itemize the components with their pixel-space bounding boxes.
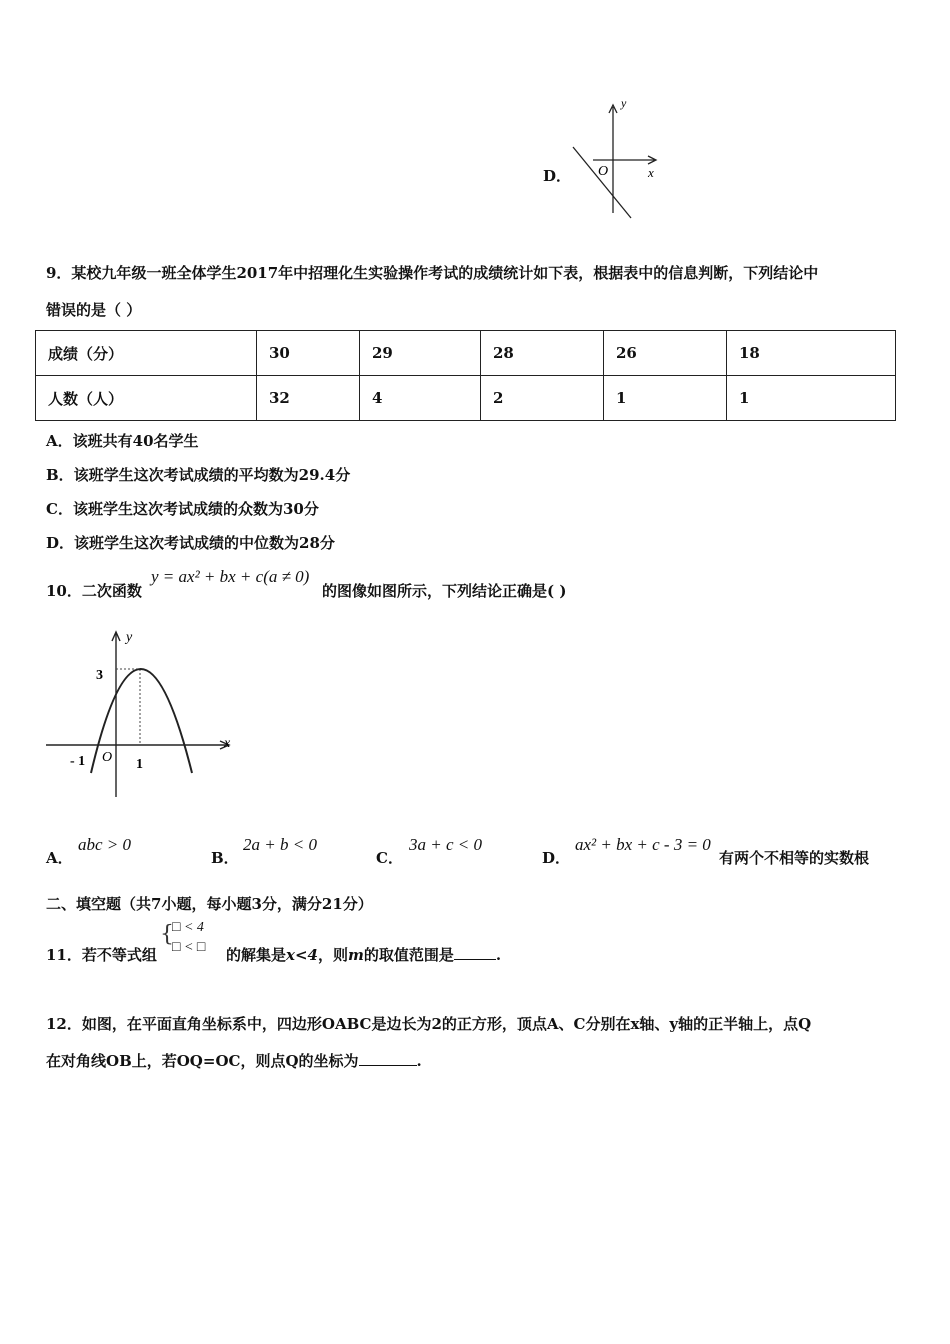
graph-line xyxy=(573,147,631,218)
table-cell: 2 xyxy=(481,376,604,421)
q8-option-d-label: D． xyxy=(543,167,572,185)
q12-line1: 12．如图，在平面直角坐标系中，四边形OABC是边长为2的正方形，顶点A、C分别在x轴、y轴的正半轴上，点Q xyxy=(46,1015,812,1033)
q10-option-d-label: D． xyxy=(542,849,571,867)
table-row xyxy=(36,331,896,376)
table-cell: 1 xyxy=(604,376,727,421)
q11-prefix: 11．若不等式组 xyxy=(46,946,157,964)
table-cell: 1 xyxy=(727,376,896,421)
x-label: x xyxy=(648,165,654,180)
q11-middle: 的解集是 xyxy=(226,946,287,964)
q11-end: . xyxy=(495,946,502,964)
q10-option-b-expr: 2a + b < 0 xyxy=(243,835,317,854)
brace-icon: { xyxy=(160,922,174,947)
table-row xyxy=(36,376,896,421)
q10-option-d-expr: ax² + bx + c - 3 = 0 xyxy=(575,835,711,854)
q10-option-c-label: C． xyxy=(376,849,403,867)
q9-option-a: A．该班共有40名学生 xyxy=(46,432,199,450)
table-cell: 32 xyxy=(257,376,360,421)
q10-formula: y = ax² + bx + c(a ≠ 0) xyxy=(151,567,310,586)
q11-system-line1: □ < 4 xyxy=(172,920,204,935)
q11-system-line2: □ < □ xyxy=(172,940,206,955)
q10-option-a-label: A． xyxy=(46,849,73,867)
q10-prefix: 10．二次函数 xyxy=(46,582,142,600)
answer-blank[interactable] xyxy=(454,945,496,960)
q10-option-d-tail: 有两个不相等的实数根 xyxy=(719,849,870,867)
table-cell: 26 xyxy=(604,331,727,376)
origin-label: O xyxy=(102,750,113,765)
origin-label: O xyxy=(598,164,609,179)
y-label: y xyxy=(621,96,627,110)
q10-option-b-label: B． xyxy=(211,849,239,867)
q9-stem-line2: 错误的是（ ） xyxy=(46,301,142,319)
q9-option-d: D．该班学生这次考试成绩的中位数为28分 xyxy=(46,534,335,552)
q10-parabola-graph xyxy=(40,625,240,805)
table-cell: 18 xyxy=(727,331,896,376)
q11-condition: x<4 xyxy=(286,946,318,964)
q9-option-b: B．该班学生这次考试成绩的平均数为29.4分 xyxy=(46,466,351,484)
q9-stem-line1: 9．某校九年级一班全体学生2017年中招理化生实验操作考试的成绩统计如下表，根据表中的信息判断，下列结论中 xyxy=(46,264,819,282)
table-cell: 4 xyxy=(360,376,481,421)
x-label: x xyxy=(224,736,231,751)
y-label: y xyxy=(126,630,133,645)
table-cell: 29 xyxy=(360,331,481,376)
q10-option-c-expr: 3a + c < 0 xyxy=(409,835,482,854)
q12-line2: 在对角线OB上，若OQ=OC，则点Q的坐标为 xyxy=(46,1052,359,1070)
q12-line2-wrap xyxy=(46,1050,422,1071)
q9-option-c: C．该班学生这次考试成绩的众数为30分 xyxy=(46,500,319,518)
q11-suffix: 的取值范围是 xyxy=(363,946,454,964)
label-3: 3 xyxy=(96,668,103,683)
q10-option-a-expr: abc > 0 xyxy=(78,835,132,854)
table-cell: 人数（人） xyxy=(36,376,257,421)
q11-rest xyxy=(226,944,501,965)
label-neg1: - 1 xyxy=(70,754,86,769)
q11-variable: m xyxy=(347,946,364,964)
q8-line-graph xyxy=(565,95,665,225)
table-cell: 30 xyxy=(257,331,360,376)
section-heading: 二、填空题（共7小题，每小题3分，满分21分） xyxy=(46,895,373,913)
q10-suffix: 的图像如图所示，下列结论正确是( ) xyxy=(322,582,567,600)
q11-middle2: ，则 xyxy=(317,946,348,964)
score-table xyxy=(35,330,896,421)
answer-blank[interactable] xyxy=(359,1051,417,1066)
q12-end: . xyxy=(416,1052,422,1070)
table-cell: 成绩（分） xyxy=(36,331,257,376)
label-1: 1 xyxy=(136,757,143,772)
table-cell: 28 xyxy=(481,331,604,376)
